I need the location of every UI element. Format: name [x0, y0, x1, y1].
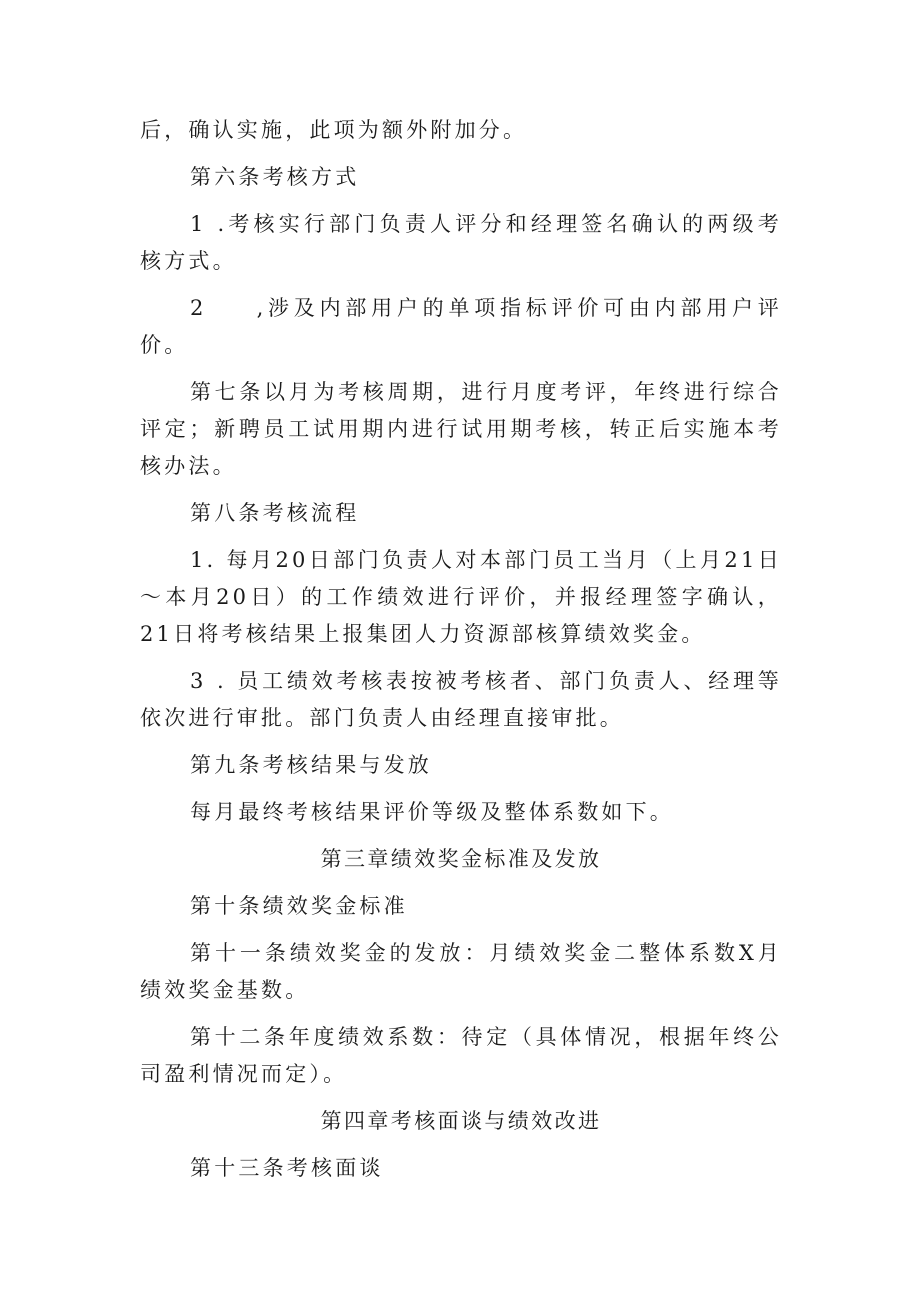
article-8-item-3: 3 . 员工绩效考核表按被考核者、部门负责人、经理等依次进行审批。部门负责人由经理直接审批。 [140, 669, 782, 730]
paragraph-continuation: 后，确认实施，此项为额外附加分。 [140, 118, 528, 142]
article-8-item-1: 1. 每月20日部门负责人对本部门员工当月（上月21日～本月20日）的工作绩效进行评价，并报经理签字确认，21日将考核结果上报集团人力资源部核算绩效奖金。 [140, 548, 782, 646]
article-6-heading: 第六条考核方式 [190, 165, 360, 189]
article-12: 第十二条年度绩效系数：待定（具体情况，根据年终公司盈利情况而定）。 [140, 1025, 782, 1086]
article-13-heading: 第十三条考核面谈 [190, 1156, 384, 1180]
item-number: 2 [190, 296, 207, 320]
article-8-heading: 第八条考核流程 [190, 501, 360, 525]
article-7: 第七条以月为考核周期，进行月度考评，年终进行综合评定；新聘员工试用期内进行试用期考核，转正后实施本考核办法。 [140, 380, 782, 478]
article-10-heading: 第十条绩效奖金标准 [190, 894, 408, 918]
article-6-item-2 [140, 290, 782, 364]
article-6-item-1: 1 .考核实行部门负责人评分和经理签名确认的两级考核方式。 [140, 212, 782, 273]
chapter-4-title: 第四章考核面谈与绩效改进 [320, 1109, 602, 1133]
item-text: ,涉及内部用户的单项指标评价可由内部用户评价。 [140, 296, 782, 357]
chapter-3-title: 第三章绩效奖金标准及发放 [320, 847, 602, 871]
document-page [140, 112, 782, 1197]
article-9-text: 每月最终考核结果评价等级及整体系数如下。 [190, 800, 674, 824]
article-11: 第十一条绩效奖金的发放：月绩效奖金二整体系数X月绩效奖金基数。 [140, 941, 782, 1002]
article-9-heading: 第九条考核结果与发放 [190, 753, 432, 777]
